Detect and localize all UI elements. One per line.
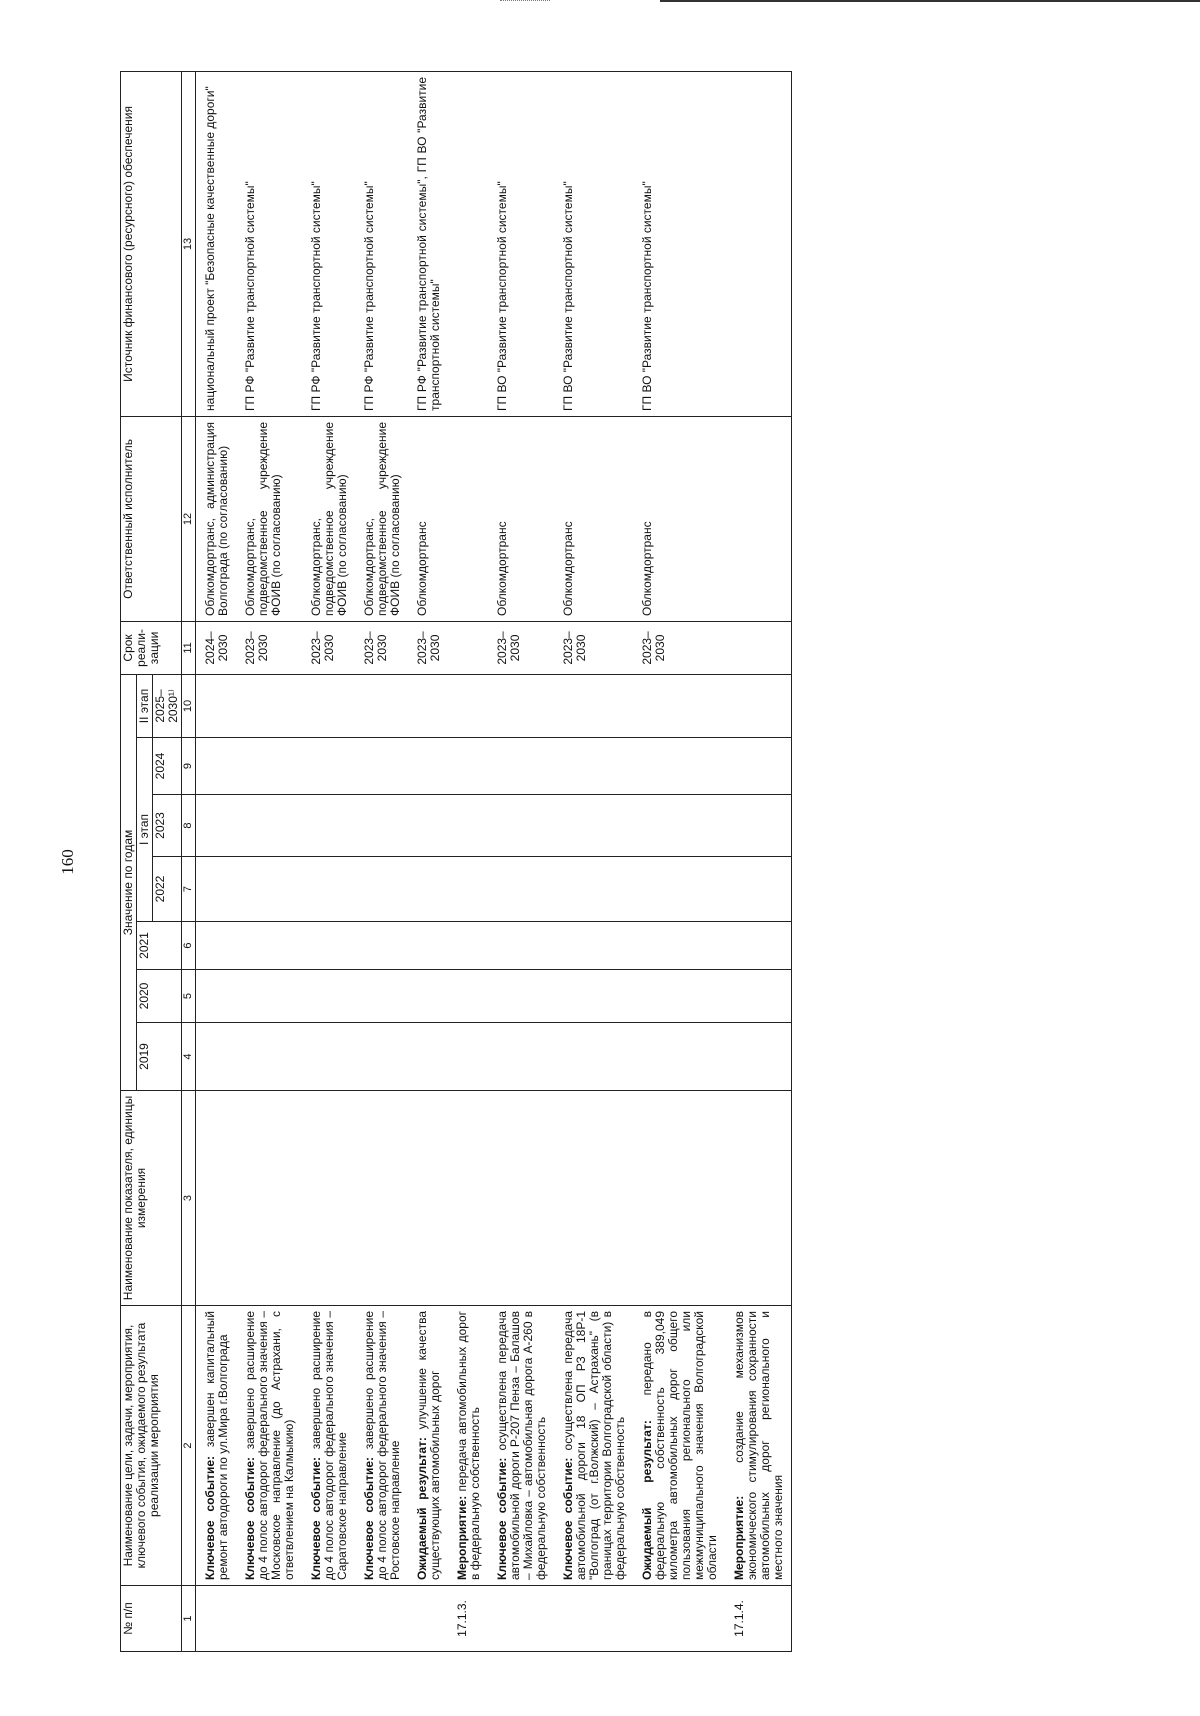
row-empty-cell bbox=[236, 1023, 302, 1091]
scan-edge-dots bbox=[500, 0, 550, 2]
row-code bbox=[236, 1586, 302, 1652]
header-2020: 2020 bbox=[137, 970, 182, 1023]
row-empty-cell bbox=[554, 857, 633, 922]
row-empty-cell bbox=[236, 738, 302, 795]
table-row bbox=[408, 71, 448, 1651]
row-empty-cell bbox=[196, 738, 237, 795]
row-empty-cell bbox=[633, 857, 725, 922]
row-empty-cell bbox=[448, 738, 488, 795]
row-empty-cell bbox=[554, 738, 633, 795]
row-label: Ожидаемый результат: bbox=[415, 1437, 429, 1580]
row-period: 2023–2030 bbox=[236, 621, 302, 674]
row-period: 2024–2030 bbox=[196, 621, 237, 674]
row-source: ГП ВО "Развитие транспортной системы" bbox=[488, 71, 554, 416]
row-empty-cell bbox=[196, 795, 237, 857]
row-empty-cell bbox=[725, 857, 792, 922]
row-text: завершено расширение до 4 полос автодорог федерального значения – Саратовское направление bbox=[309, 1311, 349, 1580]
header-stage-2: II этап bbox=[137, 674, 153, 737]
row-empty-cell bbox=[196, 1091, 237, 1306]
row-source: ГП РФ "Развитие транспортной системы" bbox=[236, 71, 302, 416]
row-empty-cell bbox=[408, 857, 448, 922]
row-responsible: Облкомдортранс, подведомственное учреждение ФОИВ (по согласованию) bbox=[236, 416, 302, 621]
row-empty-cell bbox=[408, 1091, 448, 1306]
row-empty-cell bbox=[408, 922, 448, 970]
row-empty-cell bbox=[196, 922, 237, 970]
row-code: 17.1.3. bbox=[448, 1586, 488, 1652]
row-empty-cell bbox=[448, 674, 488, 737]
row-empty-cell bbox=[725, 1023, 792, 1091]
table-header bbox=[121, 71, 196, 1651]
row-source bbox=[725, 71, 792, 416]
row-empty-cell bbox=[355, 674, 408, 737]
row-label: Ключевое событие: bbox=[362, 1457, 376, 1580]
row-empty-cell bbox=[488, 970, 554, 1023]
row-empty-cell bbox=[633, 795, 725, 857]
row-responsible: Облкомдортранс bbox=[554, 416, 633, 621]
row-empty-cell bbox=[196, 970, 237, 1023]
row-empty-cell bbox=[725, 674, 792, 737]
row-label: Ключевое событие: bbox=[561, 1457, 575, 1580]
rotated-table-page bbox=[58, 72, 1120, 1652]
row-empty-cell bbox=[633, 1023, 725, 1091]
header-2025-2030: 2025–2030¹⁾ bbox=[153, 674, 182, 737]
row-empty-cell bbox=[633, 922, 725, 970]
row-description bbox=[302, 1306, 355, 1586]
row-empty-cell bbox=[302, 738, 355, 795]
row-responsible: Облкомдортранс, администрация Волгограда (по согласованию) bbox=[196, 416, 237, 621]
table-row bbox=[633, 71, 725, 1651]
row-empty-cell bbox=[725, 1091, 792, 1306]
row-responsible: Облкомдортранс bbox=[488, 416, 554, 621]
row-empty-cell bbox=[302, 1023, 355, 1091]
header-stage-1: I этап bbox=[137, 738, 153, 922]
row-empty-cell bbox=[448, 795, 488, 857]
row-code bbox=[408, 1586, 448, 1652]
row-empty-cell bbox=[554, 674, 633, 737]
row-label: Ключевое событие: bbox=[243, 1457, 257, 1580]
column-number: 6 bbox=[182, 922, 196, 970]
plan-table bbox=[120, 71, 792, 1652]
row-empty-cell bbox=[236, 1091, 302, 1306]
row-empty-cell bbox=[302, 674, 355, 737]
row-empty-cell bbox=[448, 1091, 488, 1306]
row-empty-cell bbox=[488, 857, 554, 922]
table-row bbox=[488, 71, 554, 1651]
row-code bbox=[488, 1586, 554, 1652]
row-period: 2023–2030 bbox=[633, 621, 725, 674]
row-period: 2023–2030 bbox=[302, 621, 355, 674]
row-empty-cell bbox=[355, 795, 408, 857]
row-empty-cell bbox=[408, 970, 448, 1023]
row-label: Ключевое событие: bbox=[495, 1457, 509, 1580]
row-empty-cell bbox=[408, 738, 448, 795]
column-number: 11 bbox=[182, 621, 196, 674]
header-period: Срок реали-зации bbox=[121, 621, 182, 674]
row-responsible: Облкомдортранс bbox=[408, 416, 448, 621]
row-period bbox=[725, 621, 792, 674]
row-empty-cell bbox=[355, 1023, 408, 1091]
row-text: осуществлена передача автомобильной дороги Р-207 Пенза – Балашов – Михайловка – автомобильная дорога А-260 в федеральную собственность bbox=[495, 1311, 548, 1580]
column-number: 12 bbox=[182, 416, 196, 621]
column-number: 8 bbox=[182, 795, 196, 857]
row-empty-cell bbox=[302, 970, 355, 1023]
row-description bbox=[633, 1306, 725, 1586]
row-source: ГП РФ "Развитие транспортной системы" bbox=[355, 71, 408, 416]
header-responsible: Ответственный исполнитель bbox=[121, 416, 182, 621]
column-number: 9 bbox=[182, 738, 196, 795]
row-empty-cell bbox=[302, 795, 355, 857]
row-empty-cell bbox=[554, 922, 633, 970]
row-label: Мероприятие: bbox=[732, 1495, 746, 1580]
row-empty-cell bbox=[355, 857, 408, 922]
header-source: Источник финансового (ресурсного) обеспечения bbox=[121, 71, 182, 416]
header-num: № п/п bbox=[121, 1586, 182, 1652]
row-empty-cell bbox=[488, 674, 554, 737]
page-number: 160 bbox=[58, 849, 77, 875]
row-period: 2023–2030 bbox=[355, 621, 408, 674]
row-empty-cell bbox=[448, 970, 488, 1023]
row-empty-cell bbox=[633, 1091, 725, 1306]
row-empty-cell bbox=[633, 674, 725, 737]
row-empty-cell bbox=[725, 970, 792, 1023]
row-empty-cell bbox=[408, 674, 448, 737]
header-2019: 2019 bbox=[137, 1023, 182, 1091]
row-empty-cell bbox=[554, 1023, 633, 1091]
row-empty-cell bbox=[236, 922, 302, 970]
row-empty-cell bbox=[236, 795, 302, 857]
row-description bbox=[408, 1306, 448, 1586]
header-name: Наименование цели, задачи, мероприятия, ключевого события, ожидаемого результата реализации мероприятия bbox=[121, 1306, 182, 1586]
row-description bbox=[448, 1306, 488, 1586]
row-responsible bbox=[725, 416, 792, 621]
row-empty-cell bbox=[302, 1091, 355, 1306]
row-empty-cell bbox=[355, 1091, 408, 1306]
row-empty-cell bbox=[448, 1023, 488, 1091]
row-empty-cell bbox=[725, 738, 792, 795]
row-empty-cell bbox=[408, 795, 448, 857]
row-empty-cell bbox=[488, 795, 554, 857]
row-responsible bbox=[448, 416, 488, 621]
table-body bbox=[196, 71, 792, 1651]
table-row bbox=[302, 71, 355, 1651]
row-empty-cell bbox=[554, 970, 633, 1023]
column-numbers-row bbox=[182, 71, 196, 1651]
row-source: ГП РФ "Развитие транспортной системы", ГП ВО "Развитие транспортной системы" bbox=[408, 71, 448, 416]
row-empty-cell bbox=[554, 795, 633, 857]
row-label: Мероприятие: bbox=[455, 1495, 469, 1580]
row-code bbox=[355, 1586, 408, 1652]
column-number: 3 bbox=[182, 1091, 196, 1306]
row-empty-cell bbox=[236, 857, 302, 922]
header-2023: 2023 bbox=[153, 795, 182, 857]
row-responsible: Облкомдортранс, подведомственное учреждение ФОИВ (по согласованию) bbox=[355, 416, 408, 621]
row-description bbox=[196, 1306, 237, 1586]
row-description bbox=[554, 1306, 633, 1586]
row-description bbox=[355, 1306, 408, 1586]
row-empty-cell bbox=[633, 738, 725, 795]
row-empty-cell bbox=[448, 857, 488, 922]
row-text: завершено расширение до 4 полос автодорог федерального значения – Ростовское направление bbox=[362, 1311, 402, 1580]
row-empty-cell bbox=[488, 738, 554, 795]
row-code: 17.1.4. bbox=[725, 1586, 792, 1652]
row-empty-cell bbox=[196, 1023, 237, 1091]
row-empty-cell bbox=[448, 922, 488, 970]
column-number: 7 bbox=[182, 857, 196, 922]
row-empty-cell bbox=[196, 674, 237, 737]
row-text: завершен капитальный ремонт автодороги по ул.Мира г.Волгограда bbox=[203, 1311, 230, 1580]
row-empty-cell bbox=[488, 922, 554, 970]
header-2024: 2024 bbox=[153, 738, 182, 795]
table-row bbox=[236, 71, 302, 1651]
column-number: 1 bbox=[182, 1586, 196, 1652]
row-text: улучшение качества существующих автомобильных дорог bbox=[415, 1311, 442, 1580]
row-code bbox=[196, 1586, 237, 1652]
row-text: передано в федеральную собственность 389,049 километра автомобильных дорог общего пользования регионального или межмуниципального значения Волгоградской области bbox=[640, 1311, 719, 1580]
row-responsible: Облкомдортранс, подведомственное учреждение ФОИВ (по согласованию) bbox=[302, 416, 355, 621]
row-code bbox=[554, 1586, 633, 1652]
row-source: национальный проект "Безопасные качественные дороги" bbox=[196, 71, 237, 416]
row-code bbox=[633, 1586, 725, 1652]
row-empty-cell bbox=[725, 922, 792, 970]
row-period: 2023–2030 bbox=[488, 621, 554, 674]
row-empty-cell bbox=[355, 922, 408, 970]
header-2021: 2021 bbox=[137, 922, 182, 970]
row-empty-cell bbox=[488, 1023, 554, 1091]
row-source: ГП ВО "Развитие транспортной системы" bbox=[633, 71, 725, 416]
row-empty-cell bbox=[196, 857, 237, 922]
row-source: ГП РФ "Развитие транспортной системы" bbox=[302, 71, 355, 416]
row-label: Ожидаемый результат: bbox=[640, 1420, 654, 1580]
row-period bbox=[448, 621, 488, 674]
row-code bbox=[302, 1586, 355, 1652]
row-empty-cell bbox=[236, 970, 302, 1023]
row-empty-cell bbox=[408, 1023, 448, 1091]
row-source bbox=[448, 71, 488, 416]
row-description bbox=[725, 1306, 792, 1586]
header-values-by-year: Значение по годам bbox=[121, 674, 137, 1090]
row-source: ГП ВО "Развитие транспортной системы" bbox=[554, 71, 633, 416]
table-row bbox=[355, 71, 408, 1651]
column-number: 13 bbox=[182, 71, 196, 416]
row-empty-cell bbox=[302, 922, 355, 970]
row-text: передача автомобильных дорог в федеральную собственность bbox=[455, 1311, 482, 1580]
row-responsible: Облкомдортранс bbox=[633, 416, 725, 621]
row-period: 2023–2030 bbox=[408, 621, 448, 674]
row-label: Ключевое событие: bbox=[203, 1455, 217, 1580]
header-indicator: Наименование показателя, единицы измерения bbox=[121, 1091, 182, 1306]
row-text: завершено расширение до 4 полос автодорог федерального значения – Московское направление (до Астрахани, с ответвлением на Калмыкию) bbox=[243, 1311, 296, 1580]
row-empty-cell bbox=[236, 674, 302, 737]
table-row bbox=[196, 71, 237, 1651]
row-description bbox=[236, 1306, 302, 1586]
column-number: 5 bbox=[182, 970, 196, 1023]
column-number: 2 bbox=[182, 1306, 196, 1586]
row-text: осуществлена передача автомобильной дороги 18 ОП РЗ 18Р-1 "Волгоград (от г.Волжский) – Астрахань" (в границах территории Волгоградской области) в федеральную собственность bbox=[561, 1311, 627, 1580]
table-row bbox=[725, 71, 792, 1651]
row-description bbox=[488, 1306, 554, 1586]
row-empty-cell bbox=[355, 738, 408, 795]
table-row bbox=[554, 71, 633, 1651]
row-period: 2023–2030 bbox=[554, 621, 633, 674]
row-empty-cell bbox=[633, 970, 725, 1023]
row-empty-cell bbox=[725, 795, 792, 857]
row-empty-cell bbox=[355, 970, 408, 1023]
column-number: 10 bbox=[182, 674, 196, 737]
column-number: 4 bbox=[182, 1023, 196, 1091]
row-label: Ключевое событие: bbox=[309, 1457, 323, 1580]
scan-edge-line bbox=[660, 0, 1200, 2]
table-row bbox=[448, 71, 488, 1651]
row-empty-cell bbox=[554, 1091, 633, 1306]
row-empty-cell bbox=[488, 1091, 554, 1306]
row-text: создание механизмов экономического стимулирования сохранности автомобильных дорог регионального и местного значения bbox=[732, 1311, 785, 1580]
row-empty-cell bbox=[302, 857, 355, 922]
header-2022: 2022 bbox=[153, 857, 182, 922]
